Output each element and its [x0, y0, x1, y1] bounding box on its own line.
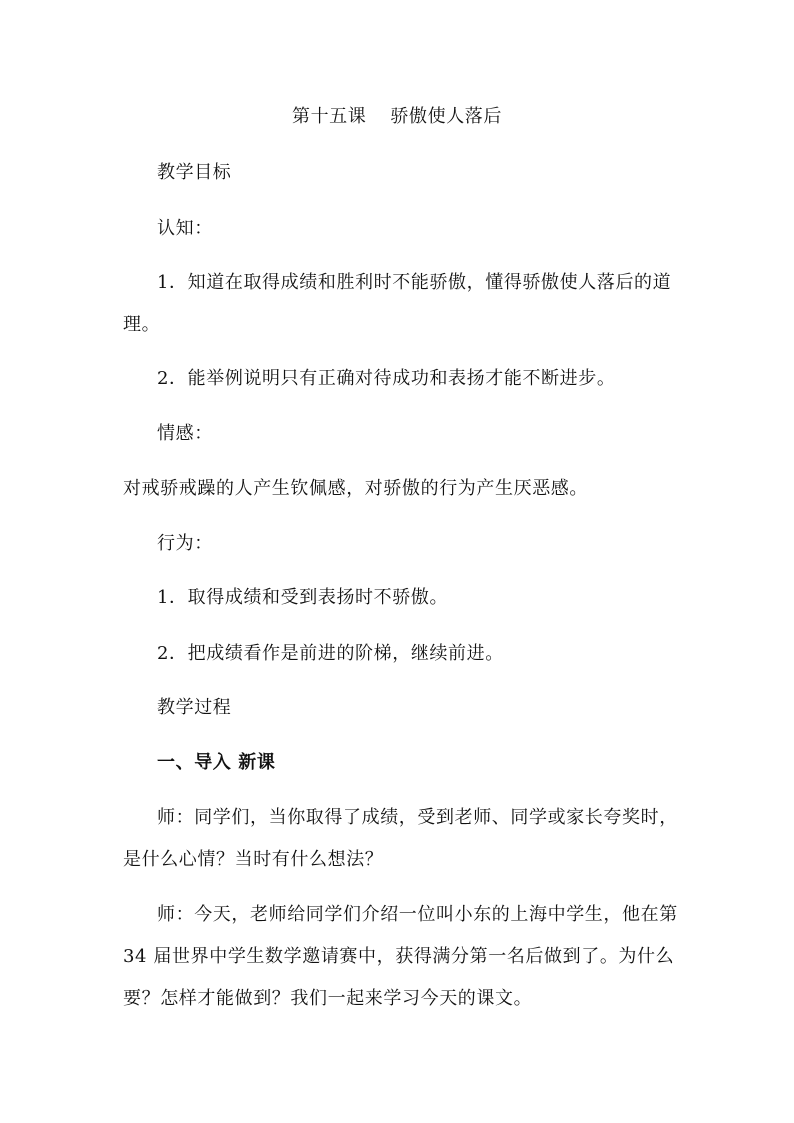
- section-1-heading: 一、导入 新课: [157, 752, 276, 773]
- behavior-heading: 行为：: [157, 533, 213, 554]
- paragraph-1-line-1: 师：同学们，当你取得了成绩，受到老师、同学或家长夸奖时，: [157, 807, 678, 828]
- cognition-item-2: 2．能举例说明只有正确对待成功和表扬才能不断进步。: [157, 368, 616, 389]
- lesson-title: [0, 106, 794, 128]
- cognition-heading: 认知：: [157, 218, 213, 239]
- behavior-item-1: 1．取得成绩和受到表扬时不骄傲。: [157, 587, 449, 608]
- behavior-item-2: 2．把成绩看作是前进的阶梯，继续前进。: [157, 643, 504, 664]
- emotion-heading: 情感：: [157, 423, 213, 444]
- paragraph-2-line-2: 34 届世界中学生数学邀请赛中，获得满分第一名后做到了。为什么: [123, 946, 675, 967]
- paragraph-2-line-3: 要？怎样才能做到？我们一起来学习今天的课文。: [123, 988, 533, 1009]
- cognition-item-1-line-1: 1．知道在取得成绩和胜利时不能骄傲，懂得骄傲使人落后的道: [157, 272, 672, 293]
- lesson-name: 骄傲使人落后: [390, 106, 502, 127]
- cognition-item-1-line-2: 理。: [123, 314, 161, 335]
- objectives-heading: 教学目标: [157, 162, 232, 183]
- paragraph-1-line-2: 是什么心情？当时有什么想法？: [123, 849, 384, 870]
- process-heading: 教学过程: [157, 697, 232, 718]
- emotion-text: 对戒骄戒躁的人产生钦佩感，对骄傲的行为产生厌恶感。: [123, 478, 588, 499]
- lesson-number: 第十五课: [291, 106, 367, 127]
- paragraph-2-line-1: 师：今天，老师给同学们介绍一位叫小东的上海中学生，他在第: [157, 904, 678, 925]
